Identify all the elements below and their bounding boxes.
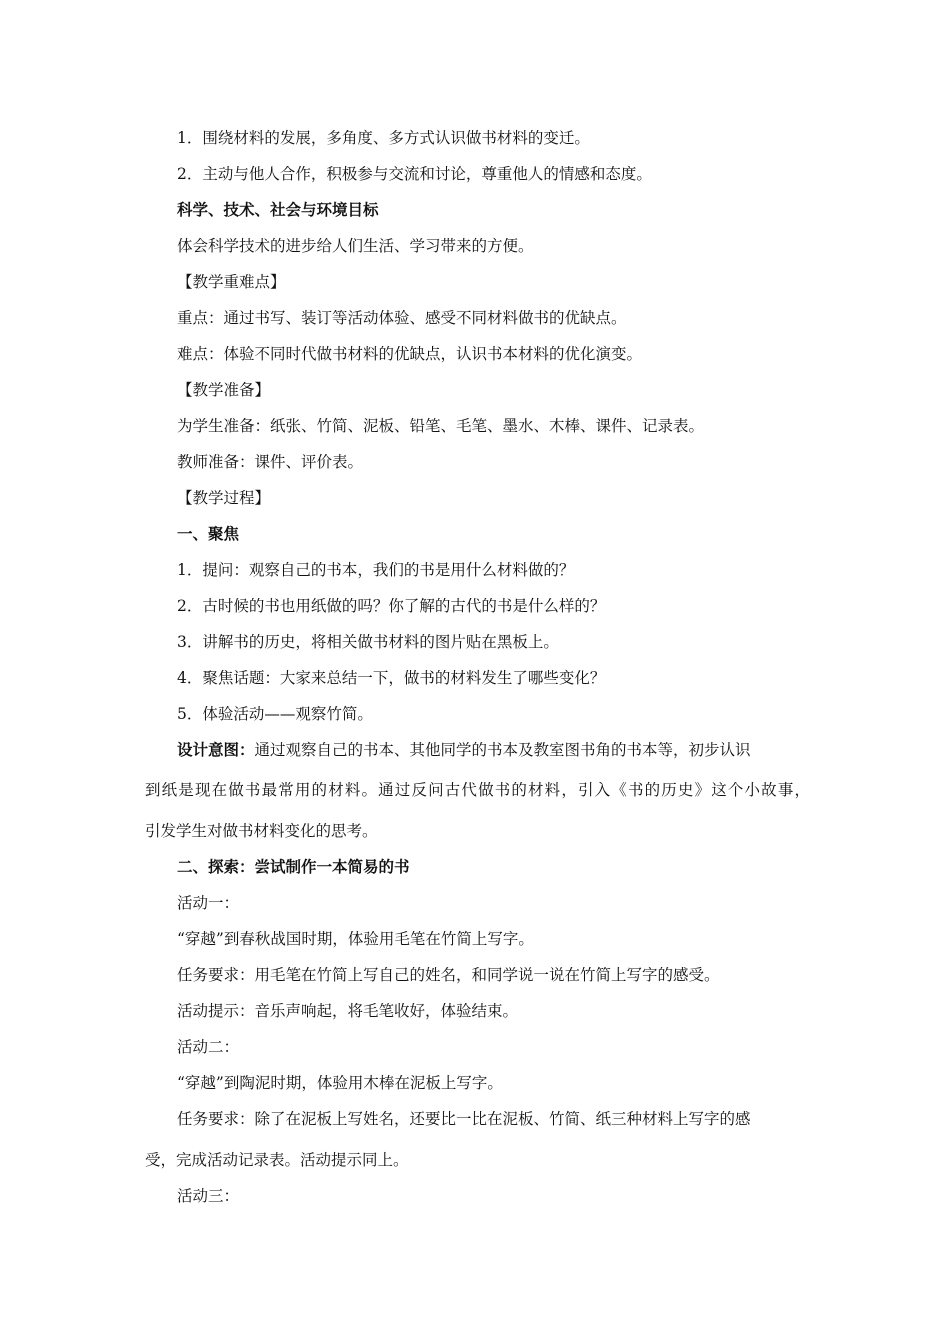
activity-3-heading: 活动三： xyxy=(177,1187,240,1205)
section-heading-explore: 二、探索：尝试制作一本简易的书 xyxy=(177,857,410,876)
section-heading-sts-goals: 科学、技术、社会与环境目标 xyxy=(177,200,379,219)
key-point-text: 重点：通过书写、装订等活动体验、感受不同材料做书的优缺点。 xyxy=(177,309,627,327)
objective-2: 2．主动与他人合作，积极参与交流和讨论，尊重他人的情感和态度。 xyxy=(177,165,652,183)
design-intent-line-3: 引发学生对做书材料变化的思考。 xyxy=(145,822,378,840)
objective-1: 1．围绕材料的发展，多角度、多方式认识做书材料的变迁。 xyxy=(177,129,590,147)
focus-step-1: 1．提问：观察自己的书本，我们的书是用什么材料做的？ xyxy=(177,561,575,579)
teacher-preparation-text: 教师准备：课件、评价表。 xyxy=(177,453,364,471)
focus-step-2: 2．古时候的书也用纸做的吗？你了解的古代的书是什么样的？ xyxy=(177,597,606,615)
sts-goal-text: 体会科学技术的进步给人们生活、学习带来的方便。 xyxy=(177,237,534,255)
focus-step-3: 3．讲解书的历史，将相关做书材料的图片贴在黑板上。 xyxy=(177,633,559,651)
design-intent-line-1 xyxy=(177,740,751,760)
student-preparation-text: 为学生准备：纸张、竹简、泥板、铅笔、毛笔、墨水、木棒、课件、记录表。 xyxy=(177,417,705,435)
activity-1-description: “穿越”到春秋战国时期，体验用毛笔在竹简上写字。 xyxy=(177,930,534,948)
activity-2-task-line-2: 受，完成活动记录表。活动提示同上。 xyxy=(145,1151,409,1169)
activity-1-task: 任务要求：用毛笔在竹简上写自己的姓名，和同学说一说在竹简上写字的感受。 xyxy=(177,966,720,984)
section-heading-key-difficult-points: 【教学重难点】 xyxy=(177,273,286,291)
section-heading-preparation: 【教学准备】 xyxy=(177,381,271,399)
focus-step-5: 5．体验活动——观察竹简。 xyxy=(177,705,373,723)
activity-2-description: “穿越”到陶泥时期，体验用木棒在泥板上写字。 xyxy=(177,1074,503,1092)
section-heading-process: 【教学过程】 xyxy=(177,489,271,507)
activity-2-task-line-1: 任务要求：除了在泥板上写姓名，还要比一比在泥板、竹简、纸三种材料上写字的感 xyxy=(177,1110,751,1128)
difficult-point-text: 难点：体验不同时代做书材料的优缺点，认识书本材料的优化演变。 xyxy=(177,345,643,363)
design-intent-label: 设计意图： xyxy=(177,740,255,759)
activity-1-heading: 活动一： xyxy=(177,894,240,912)
activity-2-heading: 活动二： xyxy=(177,1038,240,1056)
design-intent-text: 通过观察自己的书本、其他同学的书本及教室图书角的书本等，初步认识 xyxy=(254,741,751,759)
focus-step-4: 4．聚焦话题：大家来总结一下，做书的材料发生了哪些变化？ xyxy=(177,669,606,687)
design-intent-line-2: 到纸是现在做书最常用的材料。通过反问古代做书的材料，引入《书的历史》这个小故事， xyxy=(145,781,810,799)
section-heading-focus: 一、聚焦 xyxy=(177,524,240,543)
activity-1-hint: 活动提示：音乐声响起，将毛笔收好，体验结束。 xyxy=(177,1002,519,1020)
